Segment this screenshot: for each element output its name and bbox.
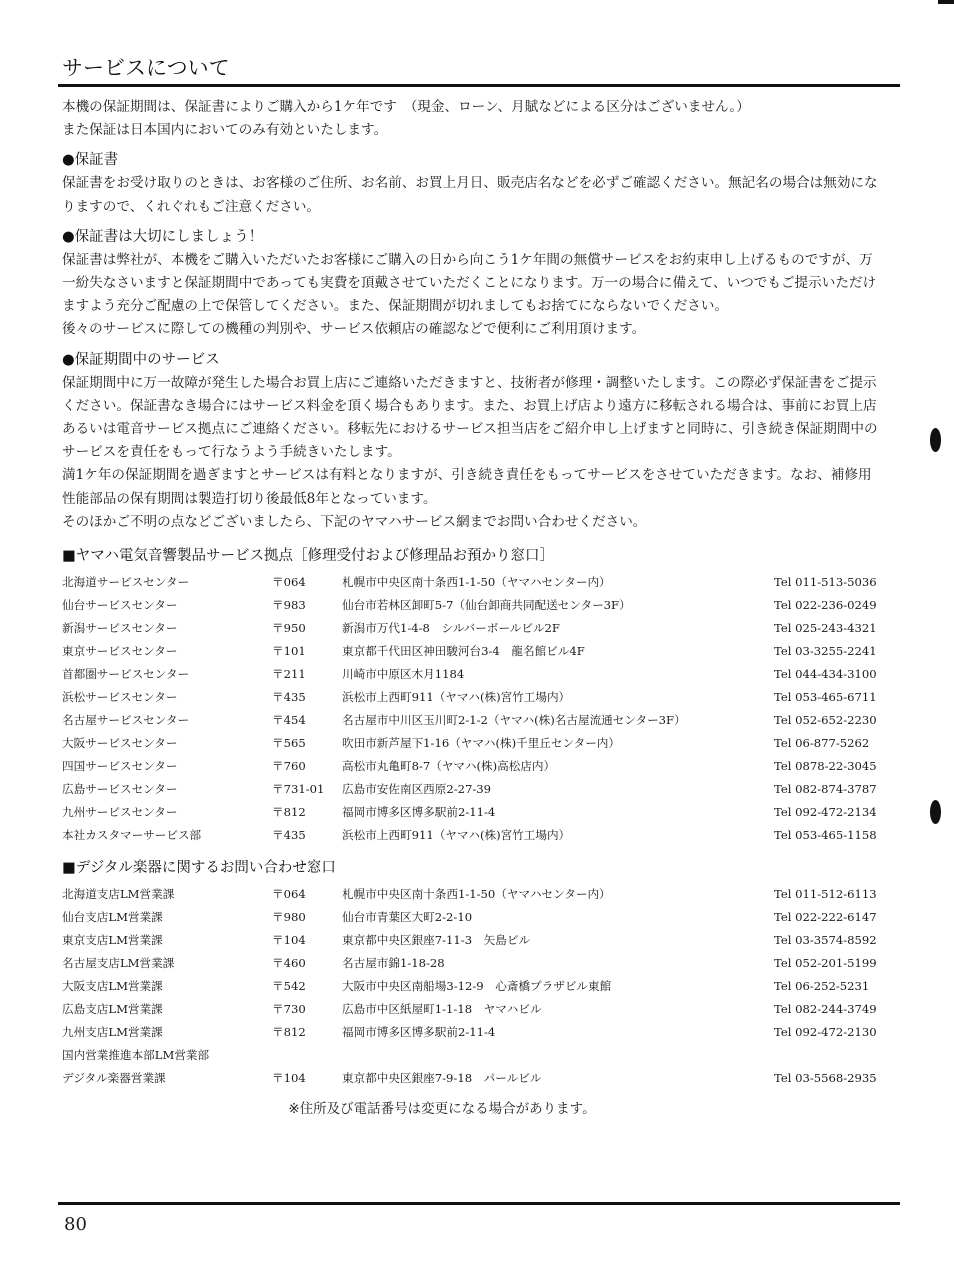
postal-code: 〒454 [272, 712, 306, 727]
address: 東京都中央区銀座7-11-3 矢島ビル [342, 932, 531, 947]
office-name: 北海道支店LM営業課 [62, 886, 175, 901]
center-name: 浜松サービスセンター [62, 689, 178, 704]
postal-code: 〒565 [272, 735, 306, 750]
section-heading: ●保証書は大切にしましょう！ [62, 228, 264, 245]
address [342, 1043, 774, 1066]
address: 福岡市博多区博多駅前2-11-4 [342, 804, 496, 819]
phone-number: Tel 044-434-3100 [774, 666, 877, 681]
center-name: 東京サービスセンター [62, 643, 178, 658]
table-row [62, 777, 884, 800]
phone-number: Tel 06-252-5231 [774, 978, 870, 993]
center-name: 広島サービスセンター [62, 781, 178, 796]
table-row [62, 1043, 884, 1066]
address: 大阪市中央区南船場3-12-9 心斎橋プラザビル東館 [342, 978, 612, 993]
phone-number: Tel 082-874-3787 [774, 781, 877, 796]
office-name: 九州支店LM営業課 [62, 1024, 163, 1039]
phone-number: Tel 011-513-5036 [774, 574, 877, 589]
center-name: 新潟サービスセンター [62, 620, 178, 635]
section-paragraph: 保証期間中に万一故障が発生した場合お買上店にご連絡いただきますと、技術者が修理・調整いたします。この際必ず保証書をご提示ください。保証書なき場合にはサービス料金を頂く場合もあります。また、お買上げ店より遠方に移転される場合は、事前にお買上店あるいは電音サービス拠点にご連絡ください。移転先におけるサービス担当店をご紹介申し上げますと同時に、引き続き保証期間中のサービスを責任をもって行なうよう手続きいたします。 [62, 374, 878, 461]
office-name: 仙台支店LM営業課 [62, 909, 163, 924]
center-name: 北海道サービスセンター [62, 574, 190, 589]
address: 広島市中区紙屋町1-1-18 ヤマハビル [342, 1001, 542, 1016]
section-paragraph: そのほかご不明の点などございましたら、下記のヤマハサービス網までお問い合わせください。 [62, 513, 647, 530]
table-row [62, 754, 884, 777]
office-name: デジタル楽器営業課 [62, 1070, 166, 1085]
change-notice: ※住所及び電話番号は変更になる場合があります。 [288, 1101, 596, 1118]
center-name: 九州サービスセンター [62, 804, 178, 819]
address: 高松市丸亀町8-7（ヤマハ(株)高松店内） [342, 758, 556, 773]
postal-code: 〒980 [272, 909, 306, 924]
phone-number: Tel 011-512-6113 [774, 886, 877, 901]
table-row [62, 823, 884, 846]
address: 川崎市中原区木月1184 [342, 666, 465, 681]
address: 名古屋市錦1-18-28 [342, 955, 445, 970]
phone-number: Tel 025-243-4321 [774, 620, 877, 635]
section-heading: ●保証書 [62, 152, 119, 169]
center-name: 四国サービスセンター [62, 758, 178, 773]
table-row [62, 662, 884, 685]
address: 東京都中央区銀座7-9-18 パールビル [342, 1070, 542, 1085]
phone-number: Tel 022-236-0249 [774, 597, 877, 612]
postal-code: 〒104 [272, 932, 306, 947]
office-name: 東京支店LM営業課 [62, 932, 163, 947]
address: 札幌市中央区南十条西1-1-50（ヤマハセンター内） [342, 574, 611, 589]
postal-code: 〒460 [272, 955, 306, 970]
phone-number: Tel 092-472-2134 [774, 804, 877, 819]
table-row [62, 570, 884, 593]
office-name: 広島支店LM営業課 [62, 1001, 163, 1016]
table-row [62, 951, 884, 974]
section-paragraph: 保証書は弊社が、本機をご購入いただいたお客様にご購入の日から向こう1ケ年間の無償サービスをお約束申し上げるものですが、万一紛失なさいますと保証期間中であっても実費を頂戴させていただくことになります。万一の場合に備えて、いつでもご提示いただけますよう充分ご配慮の上で保管してください。また、保証期間が切れましてもお捨てにならないでください。 [62, 251, 877, 315]
page-number: 80 [64, 1214, 87, 1235]
table-row [62, 1020, 884, 1043]
table-row [62, 639, 884, 662]
table-row [62, 882, 884, 905]
postal-code: 〒211 [272, 666, 306, 681]
table-row [62, 905, 884, 928]
postal-code: 〒104 [272, 1070, 306, 1085]
postal-code: 〒064 [272, 886, 306, 901]
digital-contacts-table [62, 882, 884, 1089]
center-name: 首都圏サービスセンター [62, 666, 190, 681]
phone-number [774, 1043, 884, 1066]
page-title: サービスについて [62, 56, 230, 80]
document-body [62, 96, 884, 1117]
footer-rule [58, 1202, 900, 1205]
table-row [62, 1066, 884, 1089]
address: 新潟市万代1-4-8 シルバーボールビル2F [342, 620, 560, 635]
table-row [62, 593, 884, 616]
phone-number: Tel 03-3255-2241 [774, 643, 877, 658]
postal-code: 〒812 [272, 1024, 306, 1039]
section-paragraph: 満1ケ年の保証期間を過ぎますとサービスは有料となりますが、引き続き責任をもってサービスをさせていただきます。なお、補修用性能部品の保有期間は製造打切り後最低8年となっています。 [62, 467, 872, 507]
address: 福岡市博多区博多駅前2-11-4 [342, 1024, 496, 1039]
address: 名古屋市中川区玉川町2-1-2（ヤマハ(株)名古屋流通センター3F） [342, 712, 686, 727]
intro-line-1: 本機の保証期間は、保証書によりご購入から1ケ年です （現金、ローン、月賦などによる区分はございません。） [62, 99, 750, 115]
section-keep-warranty [62, 225, 884, 342]
table-row [62, 616, 884, 639]
postal-code: 〒731-01 [272, 781, 325, 796]
office-name: 名古屋支店LM営業課 [62, 955, 175, 970]
table-row [62, 731, 884, 754]
phone-number: Tel 053-465-6711 [774, 689, 877, 704]
phone-number: Tel 03-5568-2935 [774, 1070, 877, 1085]
phone-number: Tel 052-201-5199 [774, 955, 877, 970]
postal-code: 〒101 [272, 643, 306, 658]
postal-code: 〒730 [272, 1001, 306, 1016]
address: 仙台市青葉区大町2-2-10 [342, 909, 473, 924]
service-centers-table [62, 570, 884, 846]
address: 札幌市中央区南十条西1-1-50（ヤマハセンター内） [342, 886, 611, 901]
section-warranty-card [62, 148, 884, 218]
office-name: 国内営業推進本部LM営業部 [62, 1047, 210, 1062]
section-paragraph: 後々のサービスに際しての機種の判別や、サービス依頼店の確認などで便利にご利用頂けます。 [62, 321, 646, 338]
office-name: 大阪支店LM営業課 [62, 978, 163, 993]
title-rule [58, 84, 900, 87]
binding-mark-lower [930, 800, 941, 824]
postal-code: 〒435 [272, 827, 306, 842]
postal-code [272, 1043, 342, 1066]
center-name: 仙台サービスセンター [62, 597, 178, 612]
postal-code: 〒950 [272, 620, 306, 635]
service-centers-heading: ■ヤマハ電気音響製品サービス拠点［修理受付および修理品お預かり窓口］ [62, 548, 555, 565]
center-name: 本社カスタマーサービス部 [62, 827, 202, 842]
corner-mark [938, 0, 954, 4]
table-row [62, 708, 884, 731]
postal-code: 〒064 [272, 574, 306, 589]
phone-number: Tel 052-652-2230 [774, 712, 877, 727]
address: 浜松市上西町911（ヤマハ(株)宮竹工場内） [342, 689, 571, 704]
center-name: 大阪サービスセンター [62, 735, 178, 750]
center-name: 名古屋サービスセンター [62, 712, 190, 727]
digital-contacts-heading: ■デジタル楽器に関するお問い合わせ窓口 [62, 860, 336, 877]
table-row [62, 685, 884, 708]
phone-number: Tel 053-465-1158 [774, 827, 877, 842]
section-paragraph: 保証書をお受け取りのときは、お客様のご住所、お名前、お買上月日、販売店名などを必ずご確認ください。無記名の場合は無効になりますので、くれぐれもご注意ください。 [62, 175, 878, 215]
postal-code: 〒542 [272, 978, 306, 993]
postal-code: 〒435 [272, 689, 306, 704]
postal-code: 〒760 [272, 758, 306, 773]
postal-code: 〒812 [272, 804, 306, 819]
address: 東京都千代田区神田駿河台3-4 龍名館ビル4F [342, 643, 585, 658]
address: 仙台市若林区卸町5-7（仙台卸商共同配送センター3F） [342, 597, 631, 612]
binding-mark-upper [930, 428, 941, 452]
phone-number: Tel 092-472-2130 [774, 1024, 877, 1039]
address: 吹田市新芦屋下1-16（ヤマハ(株)千里丘センター内） [342, 735, 620, 750]
phone-number: Tel 03-3574-8592 [774, 932, 877, 947]
section-heading: ●保証期間中のサービス [62, 351, 220, 368]
table-row [62, 974, 884, 997]
table-row [62, 928, 884, 951]
table-row [62, 997, 884, 1020]
phone-number: Tel 082-244-3749 [774, 1001, 877, 1016]
table-row [62, 800, 884, 823]
phone-number: Tel 0878-22-3045 [774, 758, 877, 773]
intro-line-2: また保証は日本国内においてのみ有効といたします。 [62, 122, 388, 139]
address: 浜松市上西町911（ヤマハ(株)宮竹工場内） [342, 827, 571, 842]
address: 広島市安佐南区西原2-27-39 [342, 781, 492, 796]
section-warranty-service [62, 348, 884, 534]
phone-number: Tel 022-222-6147 [774, 909, 877, 924]
postal-code: 〒983 [272, 597, 306, 612]
phone-number: Tel 06-877-5262 [774, 735, 870, 750]
